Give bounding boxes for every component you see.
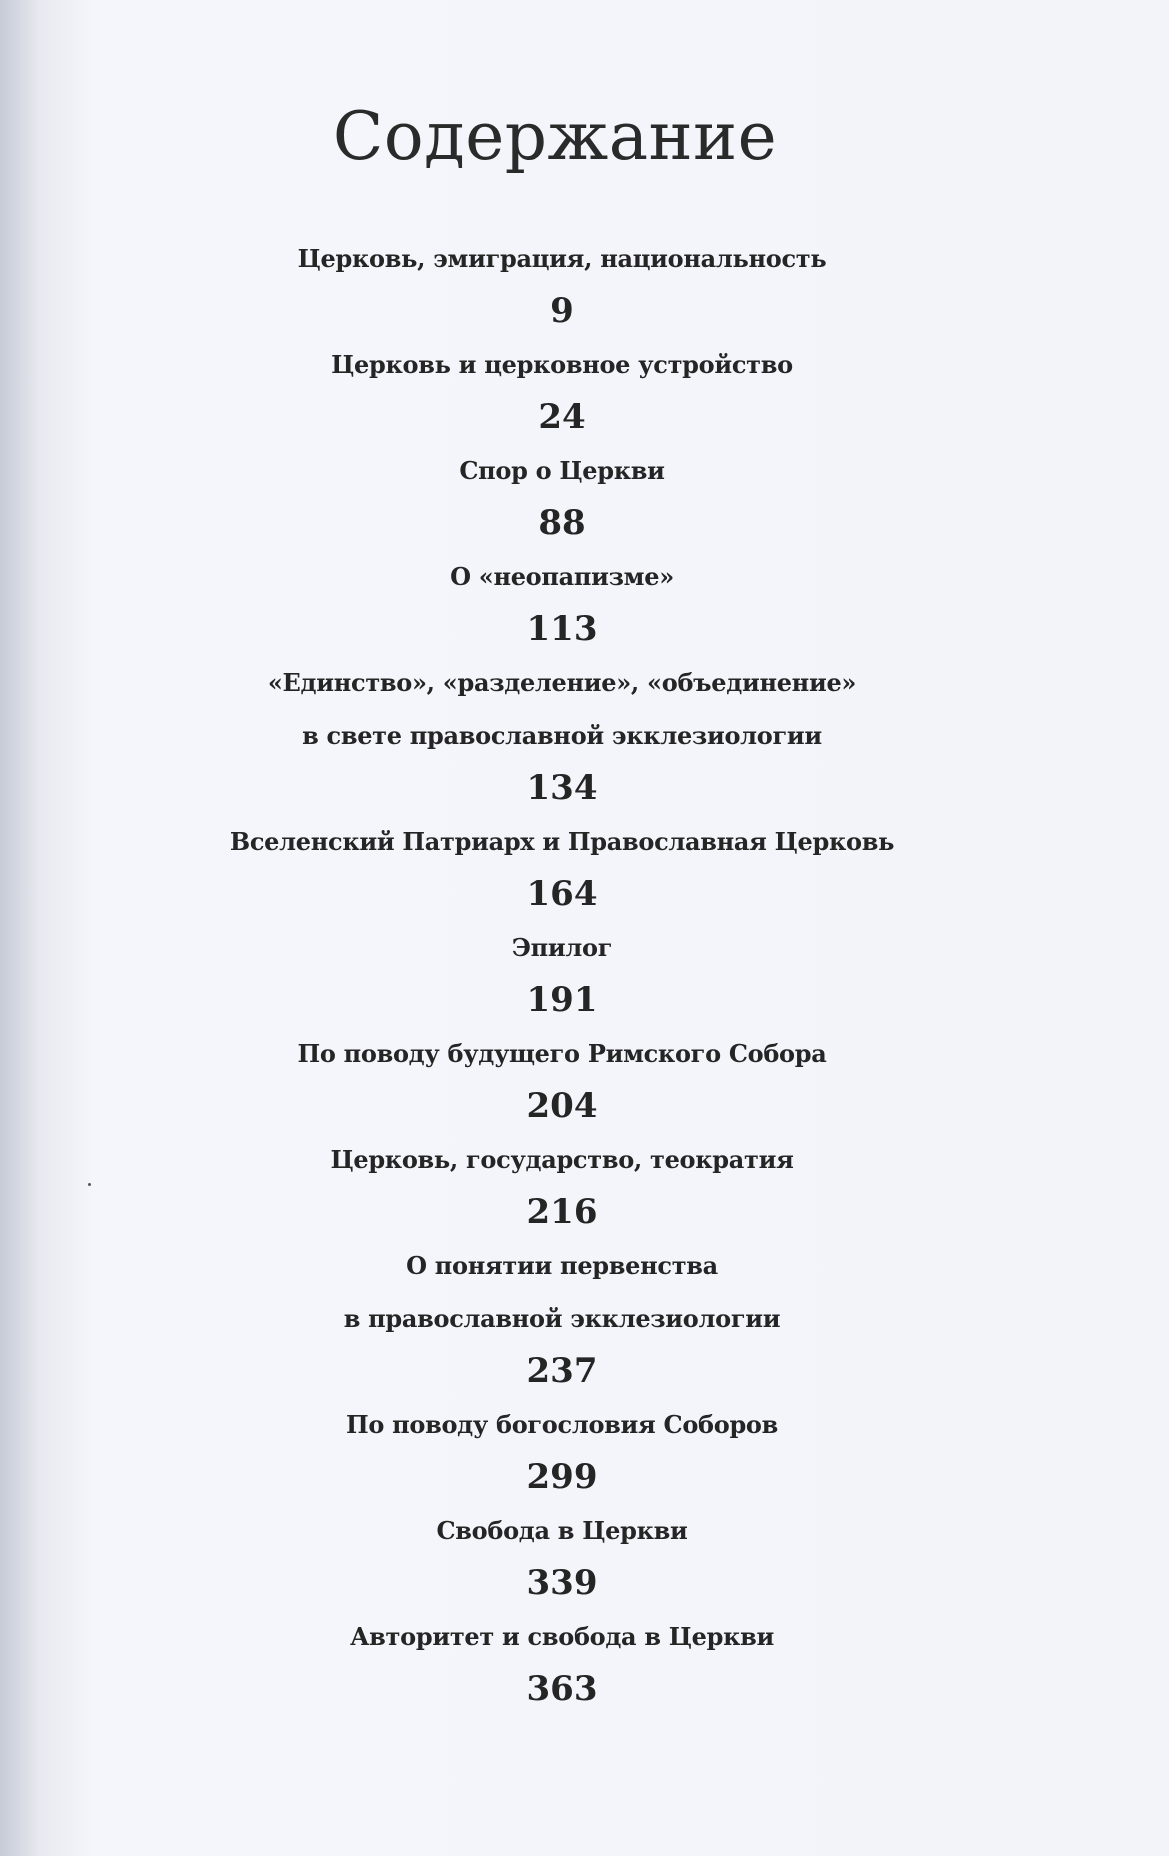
toc-entry-page: 299 <box>526 1457 598 1497</box>
toc-entry <box>0 1504 1124 1610</box>
toc-entry-page: 339 <box>526 1563 598 1603</box>
toc-entry-title: О «неопапизме» <box>450 562 674 591</box>
toc-entry-page: 204 <box>526 1086 598 1126</box>
toc-entry-page: 237 <box>526 1351 598 1391</box>
toc-entry-page: 363 <box>526 1669 598 1709</box>
toc-entry <box>0 1610 1124 1716</box>
toc-entry <box>0 1133 1124 1239</box>
toc-entry-title: Спор о Церкви <box>459 456 665 485</box>
toc-entry <box>0 444 1124 550</box>
toc-entry <box>0 815 1124 921</box>
toc-entry-title-continued: в свете православной экклезиологии <box>302 721 822 750</box>
toc-entry-title: Свобода в Церкви <box>436 1516 688 1545</box>
toc-entry <box>0 1027 1124 1133</box>
page-title: Содержание <box>332 98 778 175</box>
toc-entry-page: 216 <box>526 1192 598 1232</box>
toc-entry <box>0 656 1124 815</box>
toc-entry-page: 113 <box>526 609 598 649</box>
toc-entry-page: 191 <box>526 980 598 1020</box>
toc-entry <box>0 1398 1124 1504</box>
toc-entry-title: Эпилог <box>511 933 613 962</box>
toc-entry-page: 24 <box>538 397 586 437</box>
toc-entry <box>0 232 1124 338</box>
toc-entry-title: По поводу будущего Римского Собора <box>297 1039 827 1068</box>
toc-entry-title: Церковь, государство, теократия <box>330 1145 794 1174</box>
toc-entry <box>0 921 1124 1027</box>
toc-entry-title-continued: в православной экклезиологии <box>343 1304 781 1333</box>
toc-entry-page: 134 <box>526 768 598 808</box>
toc-entry-title: Авторитет и свобода в Церкви <box>349 1622 775 1651</box>
toc-entry-page: 88 <box>538 503 586 543</box>
toc-entry-title: Церковь, эмиграция, национальность <box>297 244 827 273</box>
toc-entry <box>0 338 1124 444</box>
toc-entry <box>0 1239 1124 1398</box>
toc-entry-title: Вселенский Патриарх и Православная Церковь <box>229 827 895 856</box>
toc-entry-page: 9 <box>550 291 574 331</box>
toc-entry-title: Церковь и церковное устройство <box>331 350 793 379</box>
toc-entry <box>0 550 1124 656</box>
toc-list <box>0 232 1124 1716</box>
toc-entry-title: По поводу богословия Соборов <box>345 1410 779 1439</box>
toc-entry-title: «Единство», «разделение», «объединение» <box>267 668 857 697</box>
toc-entry-title: О понятии первенства <box>406 1251 718 1280</box>
toc-entry-page: 164 <box>526 874 598 914</box>
